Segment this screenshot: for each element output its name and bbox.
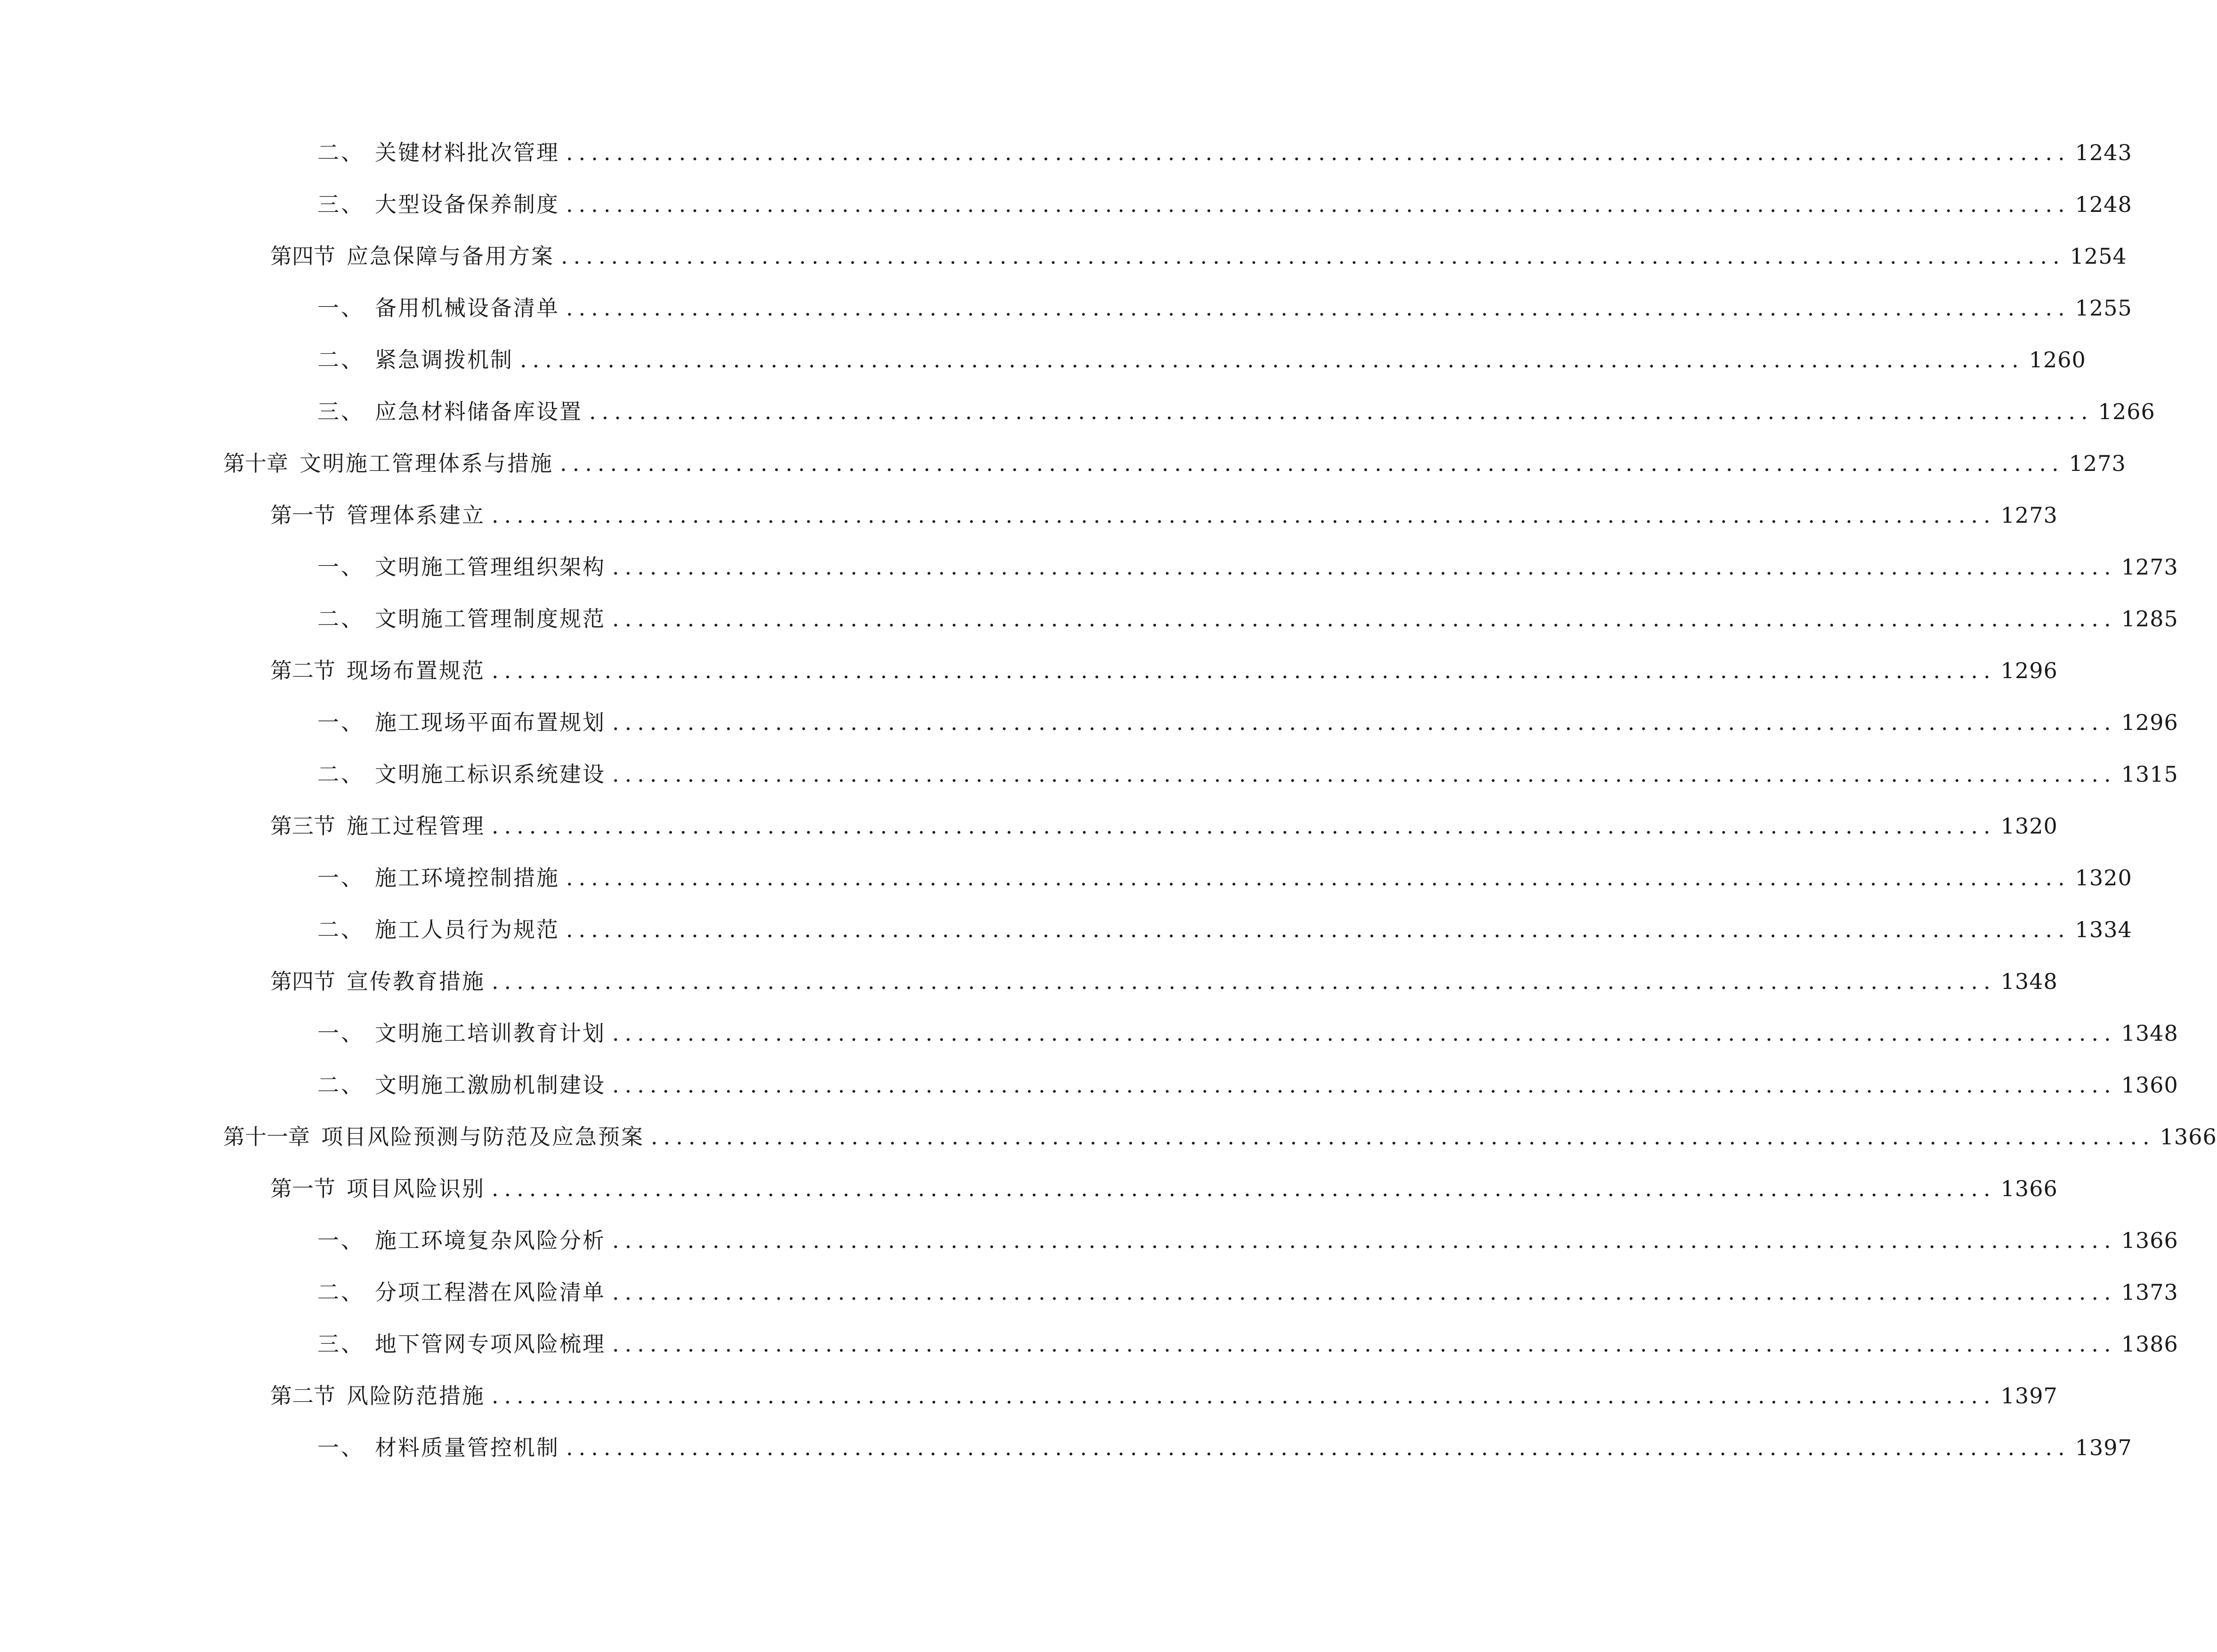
toc-entry-number: 一、 bbox=[317, 1020, 364, 1046]
toc-entry[interactable] bbox=[317, 704, 2178, 741]
toc-entry[interactable] bbox=[317, 548, 2178, 586]
toc-entry-title: 施工现场平面布置规划 bbox=[375, 710, 606, 735]
toc-entry-title: 紧急调拨机制 bbox=[375, 347, 513, 373]
toc-entry-title: 文明施工培训教育计划 bbox=[375, 1020, 606, 1046]
toc-entry[interactable] bbox=[270, 652, 2058, 689]
toc-entry-title: 施工人员行为规范 bbox=[375, 917, 559, 942]
toc-entry-number: 第二节 bbox=[270, 1383, 335, 1409]
toc-entry[interactable] bbox=[317, 1066, 2178, 1104]
toc-dot-leader: ........................................................................................................................ bbox=[566, 295, 2071, 321]
toc-page-number: 1285 bbox=[2121, 606, 2178, 632]
toc-dot-leader: ........................................................................................................................ bbox=[612, 1279, 2117, 1305]
toc-entry[interactable] bbox=[317, 911, 2132, 948]
toc-dot-leader: ........................................................................................................................ bbox=[612, 554, 2117, 580]
toc-entry-number: 第二节 bbox=[270, 658, 335, 683]
toc-page-number: 1260 bbox=[2029, 347, 2086, 373]
toc-entry[interactable] bbox=[270, 1170, 2058, 1207]
toc-entry[interactable] bbox=[317, 600, 2178, 638]
toc-entry-number: 一、 bbox=[317, 295, 364, 321]
toc-entry-title: 文明施工激励机制建设 bbox=[375, 1072, 606, 1098]
toc-entry-title: 文明施工标识系统建设 bbox=[375, 761, 606, 787]
toc-entry-title: 宣传教育措施 bbox=[347, 969, 485, 994]
toc-entry[interactable] bbox=[317, 1014, 2178, 1052]
toc-dot-leader: ........................................................................................................................ bbox=[492, 1176, 1996, 1201]
toc-entry[interactable] bbox=[317, 393, 2155, 430]
toc-dot-leader: ........................................................................................................................ bbox=[492, 969, 1996, 994]
toc-entry-title: 应急材料储备库设置 bbox=[375, 399, 583, 424]
toc-entry-title: 现场布置规范 bbox=[347, 658, 485, 683]
toc-entry-number: 第十章 bbox=[223, 451, 288, 476]
toc-dot-leader: ........................................................................................................................ bbox=[566, 1435, 2071, 1460]
toc-page-number: 1315 bbox=[2121, 761, 2178, 787]
toc-entry[interactable] bbox=[317, 859, 2132, 897]
toc-entry-title: 材料质量管控机制 bbox=[375, 1435, 559, 1460]
toc-entry[interactable] bbox=[317, 1273, 2178, 1311]
toc-entry-title: 施工环境复杂风险分析 bbox=[375, 1228, 606, 1253]
toc-page-number: 1397 bbox=[2000, 1383, 2058, 1409]
toc-dot-leader: ........................................................................................................................ bbox=[612, 761, 2117, 787]
toc-entry-title: 施工过程管理 bbox=[347, 813, 485, 839]
toc-entry-number: 三、 bbox=[317, 399, 364, 424]
toc-dot-leader: ........................................................................................................................ bbox=[560, 451, 2064, 476]
toc-dot-leader: ........................................................................................................................ bbox=[566, 917, 2071, 942]
toc-entry-title: 管理体系建立 bbox=[347, 502, 485, 528]
toc-entry-title: 文明施工管理制度规范 bbox=[375, 606, 606, 632]
toc-entry-number: 二、 bbox=[317, 1279, 364, 1305]
toc-page-number: 1296 bbox=[2121, 710, 2178, 735]
toc-entry[interactable] bbox=[317, 755, 2178, 793]
toc-entry-number: 一、 bbox=[317, 554, 364, 580]
toc-dot-leader: ........................................................................................................................ bbox=[612, 606, 2117, 632]
toc-entry[interactable] bbox=[317, 1325, 2178, 1363]
toc-entry-number: 二、 bbox=[317, 1072, 364, 1098]
toc-entry-title: 分项工程潜在风险清单 bbox=[375, 1279, 606, 1305]
toc-dot-leader: ........................................................................................................................ bbox=[612, 1331, 2117, 1357]
toc-dot-leader: ........................................................................................................................ bbox=[561, 243, 2065, 269]
toc-dot-leader: ........................................................................................................................ bbox=[492, 1383, 1996, 1409]
toc-entry-title: 风险防范措施 bbox=[347, 1383, 485, 1409]
toc-entry-number: 第一节 bbox=[270, 1176, 335, 1201]
toc-page-number: 1273 bbox=[2121, 554, 2178, 580]
toc-entry-number: 二、 bbox=[317, 140, 364, 165]
toc-page-number: 1334 bbox=[2075, 917, 2132, 942]
toc-entry-title: 大型设备保养制度 bbox=[375, 192, 559, 217]
toc-dot-leader: ........................................................................................................................ bbox=[492, 813, 1996, 839]
toc-page-number: 1273 bbox=[2000, 502, 2058, 528]
toc-page-number: 1255 bbox=[2075, 295, 2132, 321]
toc-dot-leader: ........................................................................................................................ bbox=[566, 192, 2071, 217]
toc-page-number: 1296 bbox=[2000, 658, 2058, 683]
toc-dot-leader: ........................................................................................................................ bbox=[492, 658, 1996, 683]
toc-entry[interactable] bbox=[317, 1429, 2132, 1466]
toc-entry[interactable] bbox=[270, 807, 2058, 845]
toc-dot-leader: ........................................................................................................................ bbox=[612, 710, 2117, 735]
toc-entry-number: 一、 bbox=[317, 1228, 364, 1253]
toc-dot-leader: ........................................................................................................................ bbox=[612, 1020, 2117, 1046]
toc-page-number: 1386 bbox=[2121, 1331, 2178, 1357]
toc-page-number: 1348 bbox=[2000, 969, 2058, 994]
toc-entry[interactable] bbox=[223, 1118, 2217, 1156]
toc-dot-leader: ........................................................................................................................ bbox=[651, 1124, 2155, 1150]
toc-entry-number: 第四节 bbox=[270, 243, 335, 269]
toc-page-number: 1360 bbox=[2121, 1072, 2178, 1098]
toc-entry-number: 三、 bbox=[317, 192, 364, 217]
toc-entry-title: 地下管网专项风险梳理 bbox=[375, 1331, 606, 1357]
toc-entry[interactable] bbox=[317, 1222, 2178, 1259]
toc-entry-title: 文明施工管理组织架构 bbox=[375, 554, 606, 580]
toc-entry-title: 关键材料批次管理 bbox=[375, 140, 559, 165]
toc-page-number: 1366 bbox=[2121, 1228, 2178, 1253]
toc-entry-number: 二、 bbox=[317, 347, 364, 373]
toc-entry[interactable] bbox=[317, 289, 2132, 327]
toc-entry-number: 一、 bbox=[317, 1435, 364, 1460]
toc-entry[interactable] bbox=[317, 186, 2132, 223]
toc-entry[interactable] bbox=[270, 496, 2058, 534]
toc-page-number: 1366 bbox=[2160, 1124, 2217, 1150]
toc-page-number: 1397 bbox=[2075, 1435, 2132, 1460]
toc-entry-number: 第一节 bbox=[270, 502, 335, 528]
toc-page-number: 1348 bbox=[2121, 1020, 2178, 1046]
toc-page-number: 1254 bbox=[2070, 243, 2127, 269]
toc-dot-leader: ........................................................................................................................ bbox=[612, 1228, 2117, 1253]
toc-entry-number: 二、 bbox=[317, 761, 364, 787]
toc-dot-leader: ........................................................................................................................ bbox=[612, 1072, 2117, 1098]
toc-entry-number: 第三节 bbox=[270, 813, 335, 839]
toc-page-number: 1320 bbox=[2075, 865, 2132, 891]
toc-entry-title: 项目风险预测与防范及应急预案 bbox=[321, 1124, 644, 1150]
toc-entry-title: 施工环境控制措施 bbox=[375, 865, 559, 891]
toc-page-number: 1248 bbox=[2075, 192, 2132, 217]
toc-dot-leader: ........................................................................................................................ bbox=[566, 140, 2071, 165]
toc-entry[interactable] bbox=[270, 963, 2058, 1000]
toc-entry-number: 二、 bbox=[317, 917, 364, 942]
toc-entry-number: 一、 bbox=[317, 710, 364, 735]
toc-entry[interactable] bbox=[317, 341, 2086, 379]
toc-entry-title: 备用机械设备清单 bbox=[375, 295, 559, 321]
toc-entry-title: 文明施工管理体系与措施 bbox=[299, 451, 553, 476]
toc-entry-number: 一、 bbox=[317, 865, 364, 891]
toc-dot-leader: ........................................................................................................................ bbox=[492, 502, 1996, 528]
toc-page-number: 1266 bbox=[2098, 399, 2155, 424]
toc-entry-title: 项目风险识别 bbox=[347, 1176, 485, 1201]
toc-dot-leader: ........................................................................................................................ bbox=[566, 865, 2071, 891]
toc-entry-number: 二、 bbox=[317, 606, 364, 632]
toc-page-number: 1373 bbox=[2121, 1279, 2178, 1305]
toc-page-number: 1320 bbox=[2000, 813, 2058, 839]
toc-entry-number: 第四节 bbox=[270, 969, 335, 994]
toc-entry[interactable] bbox=[270, 237, 2127, 275]
toc-page-number: 1243 bbox=[2075, 140, 2132, 165]
toc-entry[interactable] bbox=[317, 134, 2132, 171]
toc-entry[interactable] bbox=[270, 1377, 2058, 1415]
toc-page-number: 1273 bbox=[2069, 451, 2126, 476]
toc-entry-number: 第十一章 bbox=[223, 1124, 310, 1150]
toc-entry[interactable] bbox=[223, 445, 2126, 482]
toc-page-number: 1366 bbox=[2000, 1176, 2058, 1201]
toc-entry-number: 三、 bbox=[317, 1331, 364, 1357]
toc-dot-leader: ........................................................................................................................ bbox=[520, 347, 2024, 373]
toc-dot-leader: ........................................................................................................................ bbox=[589, 399, 2094, 424]
toc-entry-title: 应急保障与备用方案 bbox=[347, 243, 554, 269]
